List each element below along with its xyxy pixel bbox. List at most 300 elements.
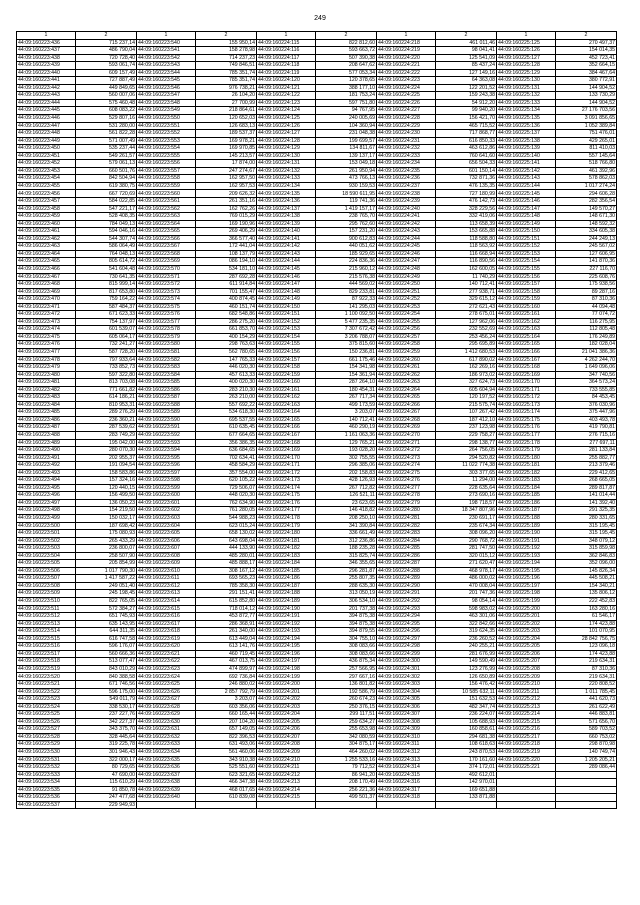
cadastral-number-cell: 44:09:160223:520 (17, 673, 76, 681)
value-cell: 21 041 386,36 (556, 348, 617, 356)
value-cell: 294 606,28 (556, 190, 617, 198)
table-row (17, 92, 617, 100)
value-cell: 304 755,10 (316, 635, 377, 643)
cadastral-number-cell: 44:09:160225:155 (497, 265, 556, 273)
cadastral-number-cell: 44:09:160224:180 (257, 530, 316, 538)
cadastral-number-cell: 44:09:160224:138 (257, 213, 316, 221)
value-cell: 267 717,34 (316, 394, 377, 402)
value-cell: 150 032,17 (76, 515, 137, 523)
value-cell: 636 684,65 (196, 447, 257, 455)
cadastral-number-cell: 44:09:160223:569 (137, 258, 196, 266)
value-cell: 2 857 792,79 (196, 688, 257, 696)
cadastral-number-cell: 44:09:160224:229 (377, 122, 436, 130)
value-cell: 295 695,89 (436, 341, 497, 349)
cadastral-number-cell: 44:09:160224:231 (377, 137, 436, 145)
value-cell: 47 690,00 (76, 771, 137, 779)
table-row (17, 303, 617, 311)
table-row (17, 681, 617, 689)
cadastral-number-cell: 44:09:160224:186 (257, 575, 316, 583)
cadastral-number-cell: 44:09:160224:253 (377, 303, 436, 311)
value-cell: 202 158,83 (316, 469, 377, 477)
value-cell: 729 506,07 (196, 484, 257, 492)
value-cell: 547 221,17 (76, 205, 137, 213)
cadastral-number-cell: 44:09:160223:440 (17, 69, 76, 77)
value-cell: 85 437,24 (436, 62, 497, 70)
table-row (17, 371, 617, 379)
table-row (17, 424, 617, 432)
value-cell: 224 836,36 (316, 258, 377, 266)
value-cell: 507 390,38 (316, 54, 377, 62)
value-cell: 596 175,00 (76, 688, 137, 696)
cadastral-number-cell: 44:09:160223:449 (17, 137, 76, 145)
cadastral-number-cell: 44:09:160224:309 (377, 726, 436, 734)
cadastral-number-cell: 44:09:160224:182 (257, 545, 316, 553)
value-cell: 169 190,96 (196, 220, 257, 228)
value-cell: 240 005,69 (316, 115, 377, 123)
value-cell: 486 790,04 (76, 47, 137, 55)
value-cell: 87 310,36 (556, 665, 617, 673)
value-cell: 616 850,33 (436, 137, 497, 145)
value-cell: 219 634,31 (556, 658, 617, 666)
value-cell: 297 667,16 (316, 673, 377, 681)
value-cell: 440 051,62 (316, 243, 377, 251)
value-cell: 3 203,07 (196, 696, 257, 704)
cadastral-number-cell: 44:09:160224:263 (377, 379, 436, 387)
value-cell: 136 050,23 (76, 499, 137, 507)
cadastral-number-cell: 44:09:160224:157 (257, 356, 316, 364)
value-cell: 260 674,23 (316, 696, 377, 704)
value-cell: 635 143,95 (76, 620, 137, 628)
value-cell: 225 608,76 (556, 273, 617, 281)
cadastral-number-cell: 44:09:160225:168 (497, 364, 556, 372)
cadastral-number-cell: 44:09:160224:271 (377, 439, 436, 447)
value-cell: 116 275,95 (556, 318, 617, 326)
cadastral-number-cell: 44:09:160224:211 (257, 764, 316, 772)
value-cell: 89 287,16 (556, 288, 617, 296)
value-cell: 236 360,21 (76, 416, 137, 424)
cadastral-number-cell: 44:09:160224:228 (377, 115, 436, 123)
value-cell: 18 590 611,95 (316, 190, 377, 198)
cadastral-number-cell (497, 794, 556, 802)
cadastral-number-cell: 44:09:160223:519 (17, 665, 76, 673)
value-cell: 733 852,73 (76, 364, 137, 372)
cadastral-number-cell: 44:09:160224:237 (377, 182, 436, 190)
cadastral-number-cell: 44:09:160225:156 (497, 273, 556, 281)
value-cell: 272 621,43 (436, 303, 497, 311)
value-cell: 332 419,06 (436, 213, 497, 221)
value-cell: 136 801,82 (316, 681, 377, 689)
value-cell: 976 738,21 (196, 84, 257, 92)
value-cell: 485 280,01 (196, 552, 257, 560)
value-cell: 126 683,13 (196, 122, 257, 130)
table-row (17, 748, 617, 756)
cadastral-number-cell: 44:09:160223:588 (137, 401, 196, 409)
cadastral-number-cell: 44:09:160223:606 (137, 537, 196, 545)
cadastral-number-cell: 44:09:160225:176 (497, 424, 556, 432)
value-cell: 1 417 587,22 (76, 575, 137, 583)
value-cell: 26 104,20 (196, 92, 257, 100)
value-cell: 187 698,42 (76, 522, 137, 530)
value-cell: 448 020,30 (196, 492, 257, 500)
table-row (17, 771, 617, 779)
value-cell: 587 484,37 (76, 303, 137, 311)
value-cell: 153 049,18 (316, 160, 377, 168)
value-cell: 108 618,63 (436, 741, 497, 749)
value-cell: 86 941,20 (316, 771, 377, 779)
value-cell: 281 676,99 (436, 650, 497, 658)
value-cell: 261 340,00 (196, 628, 257, 636)
value-cell: 817 653,80 (76, 288, 137, 296)
cadastral-number-cell: 44:09:160223:541 (137, 47, 196, 55)
table-row (17, 665, 617, 673)
table-row (17, 243, 617, 251)
value-cell: 87 922,33 (316, 296, 377, 304)
cadastral-number-cell: 44:09:160223:595 (137, 454, 196, 462)
table-row (17, 220, 617, 228)
cadastral-number-cell: 44:09:160225:205 (497, 643, 556, 651)
cadastral-number-cell: 44:09:160223:445 (17, 107, 76, 115)
cadastral-number-cell: 44:09:160223:480 (17, 371, 76, 379)
cadastral-number-cell: 44:09:160225:201 (497, 613, 556, 621)
value-cell: 17 874,00 (196, 160, 257, 168)
cadastral-number-cell: 44:09:160223:486 (17, 416, 76, 424)
value-cell: 610 839,08 (196, 794, 257, 802)
value-cell: 461 392,96 (556, 167, 617, 175)
value-cell: 249 051,40 (76, 582, 137, 590)
value-cell: 146 418,82 (316, 507, 377, 515)
cadastral-number-cell: 44:09:160225:125 (497, 39, 556, 47)
cadastral-number-cell: 44:09:160224:267 (377, 409, 436, 417)
cadastral-number-cell: 44:09:160223:586 (137, 386, 196, 394)
cadastral-number-cell: 44:09:160225:152 (497, 243, 556, 251)
value-cell: 123 276,99 (436, 665, 497, 673)
cadastral-number-cell: 44:09:160223:614 (137, 598, 196, 606)
cadastral-number-cell: 44:09:160224:275 (377, 469, 436, 477)
value-cell: 185 929,65 (316, 250, 377, 258)
value-cell: 282 356,54 (556, 198, 617, 206)
value-cell: 810 953,31 (76, 401, 137, 409)
cadastral-number-cell: 44:09:160225:202 (497, 620, 556, 628)
cadastral-number-cell: 44:09:160223:493 (17, 469, 76, 477)
value-cell: 829 233,81 (316, 288, 377, 296)
cadastral-number-cell: 44:09:160223:627 (137, 696, 196, 704)
cadastral-number-cell: 44:09:160224:259 (377, 348, 436, 356)
value-cell: 598 983,02 (436, 605, 497, 613)
cadastral-number-cell: 44:09:160223:609 (137, 560, 196, 568)
table-row (17, 673, 617, 681)
cadastral-number-cell: 44:09:160225:137 (497, 130, 556, 138)
cadastral-number-cell: 44:09:160225:157 (497, 281, 556, 289)
cadastral-number-cell: 44:09:160223:477 (17, 348, 76, 356)
cadastral-number-cell: 44:09:160223:518 (17, 658, 76, 666)
table-row (17, 341, 617, 349)
cadastral-number-cell: 44:09:160224:293 (377, 605, 436, 613)
table-row (17, 258, 617, 266)
table-row (17, 733, 617, 741)
table-row (17, 115, 617, 123)
cadastral-number-cell: 44:09:160223:475 (17, 333, 76, 341)
cadastral-number-cell: 44:09:160223:502 (17, 537, 76, 545)
value-cell: 162 600,05 (436, 265, 497, 273)
cadastral-number-cell: 44:09:160223:470 (17, 296, 76, 304)
cadastral-number-cell: 44:09:160224:287 (377, 560, 436, 568)
cadastral-number-cell: 44:09:160223:462 (17, 235, 76, 243)
cadastral-number-cell: 44:09:160224:129 (257, 145, 316, 153)
value-cell: 283 210,30 (196, 386, 257, 394)
value-cell: 610 635,45 (196, 424, 257, 432)
cadastral-number-cell: 44:09:160223:438 (17, 54, 76, 62)
cadastral-number-cell: 44:09:160224:210 (257, 756, 316, 764)
table-row (17, 122, 617, 130)
cadastral-number-cell: 44:09:160223:554 (137, 145, 196, 153)
value-cell: 617 890,02 (436, 356, 497, 364)
value-cell: 1 649 096,06 (556, 364, 617, 372)
value-cell: 529 807,16 (76, 115, 137, 123)
cadastral-number-cell: 44:09:160224:255 (377, 318, 436, 326)
value-cell: 658 130,02 (196, 530, 257, 538)
value-cell: 609 157,49 (76, 69, 137, 77)
cadastral-number-cell: 44:09:160225:179 (497, 447, 556, 455)
cadastral-number-cell: 44:09:160224:189 (257, 598, 316, 606)
value-cell: 528 408,35 (76, 213, 137, 221)
value-cell: 264 756,05 (436, 447, 497, 455)
table-row (17, 69, 617, 77)
value-cell: 79 712,52 (316, 764, 377, 772)
value-cell: 400 154,29 (196, 333, 257, 341)
value-cell: 597 751,80 (316, 99, 377, 107)
value-cell: 229 949,93 (76, 801, 137, 809)
cadastral-number-cell: 44:09:160223:500 (17, 522, 76, 530)
cadastral-number-cell: 44:09:160223:484 (17, 401, 76, 409)
cadastral-number-cell: 44:09:160225:131 (497, 84, 556, 92)
table-row (17, 598, 617, 606)
cadastral-number-cell: 44:09:160223:530 (17, 748, 76, 756)
value-cell: 843 010,29 (76, 665, 137, 673)
table-row (17, 711, 617, 719)
value-cell: 61 546,17 (556, 613, 617, 621)
table-row (17, 741, 617, 749)
cadastral-number-cell: 44:09:160224:179 (257, 522, 316, 530)
cadastral-number-cell: 44:09:160224:315 (377, 771, 436, 779)
value-cell: 291 325,35 (556, 507, 617, 515)
table-row (17, 431, 617, 439)
cadastral-number-cell: 44:09:160224:155 (257, 341, 316, 349)
cadastral-number-cell: 44:09:160223:473 (17, 318, 76, 326)
value-cell: 98 041,41 (436, 47, 497, 55)
cadastral-number-cell (497, 771, 556, 779)
value-cell: 188 235,28 (316, 545, 377, 553)
cadastral-number-cell: 44:09:160223:616 (137, 613, 196, 621)
value-cell: 205 854,99 (76, 560, 137, 568)
value-cell: 605 064,17 (76, 333, 137, 341)
value-cell: 805 614,72 (76, 258, 137, 266)
table-row (17, 160, 617, 168)
cadastral-number-cell: 44:09:160224:279 (377, 499, 436, 507)
value-cell: 466 347,38 (196, 779, 257, 787)
cadastral-number-cell: 44:09:160223:596 (137, 462, 196, 470)
value-cell: 304 875,17 (316, 741, 377, 749)
cadastral-number-cell: 44:09:160224:282 (377, 522, 436, 530)
cadastral-number-cell (137, 801, 196, 809)
value-cell: 296 385,06 (316, 462, 377, 470)
value-cell: 240 255,21 (436, 643, 497, 651)
cadastral-number-cell: 44:09:160225:180 (497, 454, 556, 462)
value-cell: 141 295,03 (316, 303, 377, 311)
value-cell: 280 331,65 (556, 515, 617, 523)
cadastral-number-cell: 44:09:160225:213 (497, 703, 556, 711)
value-cell: 822 812,60 (316, 39, 377, 47)
cadastral-number-cell: 44:09:160223:570 (137, 265, 196, 273)
cadastral-number-cell: 44:09:160223:510 (17, 598, 76, 606)
cadastral-number-cell: 44:09:160224:151 (257, 311, 316, 319)
value-cell: 80 729,65 (76, 764, 137, 772)
cadastral-number-cell: 44:09:160225:211 (497, 688, 556, 696)
cadastral-number-cell: 44:09:160224:203 (257, 703, 316, 711)
table-row (17, 567, 617, 575)
cadastral-number-cell: 44:09:160223:540 (137, 39, 196, 47)
cadastral-number-cell: 44:09:160223:549 (137, 107, 196, 115)
cadastral-number-cell: 44:09:160223:567 (137, 243, 196, 251)
data-table (16, 31, 617, 809)
cadastral-number-cell: 44:09:160223:615 (137, 605, 196, 613)
value-cell: 116 890,56 (436, 258, 497, 266)
value-cell: 400 020,30 (196, 379, 257, 387)
value-cell: 186 973,02 (436, 371, 497, 379)
cadastral-number-cell: 44:09:160225:197 (497, 582, 556, 590)
value-cell: 144 904,52 (556, 84, 617, 92)
value-cell: 603 356,06 (196, 703, 257, 711)
value-cell: 64 363,08 (436, 77, 497, 85)
value-cell: 299 117,51 (316, 711, 377, 719)
value-cell: 246 880,02 (196, 681, 257, 689)
cadastral-number-cell: 44:09:160224:194 (257, 635, 316, 643)
cadastral-number-cell: 44:09:160223:592 (137, 431, 196, 439)
value-cell: 754 137,97 (76, 318, 137, 326)
value-cell: 771 661,82 (76, 386, 137, 394)
cadastral-number-cell: 44:09:160223:490 (17, 447, 76, 455)
cadastral-number-cell: 44:09:160224:317 (377, 786, 436, 794)
cadastral-number-cell: 44:09:160224:260 (377, 356, 436, 364)
cadastral-number-cell: 44:09:160223:579 (137, 333, 196, 341)
cadastral-number-cell: 44:09:160223:591 (137, 424, 196, 432)
table-row (17, 152, 617, 160)
value-cell: 614 186,21 (76, 394, 137, 402)
table-row (17, 318, 617, 326)
table-row (17, 288, 617, 296)
cadastral-number-cell: 44:09:160224:256 (377, 326, 436, 334)
cadastral-number-cell: 44:09:160224:248 (377, 265, 436, 273)
cadastral-number-cell: 44:09:160224:123 (257, 99, 316, 107)
cadastral-number-cell: 44:09:160224:291 (377, 590, 436, 598)
value-cell: 327 624,73 (436, 379, 497, 387)
cadastral-number-cell: 44:09:160224:266 (377, 401, 436, 409)
cadastral-number-cell: 44:09:160223:491 (17, 454, 76, 462)
cadastral-number-cell: 44:09:160223:583 (137, 364, 196, 372)
cadastral-number-cell: 44:09:160224:206 (257, 726, 316, 734)
value-cell: 237 227,76 (76, 711, 137, 719)
cadastral-number-cell: 44:09:160225:143 (497, 175, 556, 183)
cadastral-number-cell: 44:09:160225:184 (497, 484, 556, 492)
value-cell: 219 634,31 (556, 673, 617, 681)
cadastral-number-cell: 44:09:160225:154 (497, 258, 556, 266)
table-row (17, 794, 617, 802)
cadastral-number-cell: 44:09:160224:292 (377, 598, 436, 606)
value-cell: 840 388,58 (76, 673, 137, 681)
value-cell: 531 280,00 (76, 122, 137, 130)
cadastral-number-cell: 44:09:160224:204 (257, 711, 316, 719)
header-row (17, 32, 617, 40)
cadastral-number-cell: 44:09:160223:603 (137, 515, 196, 523)
value-cell: 209 626,32 (196, 190, 257, 198)
cadastral-number-cell: 44:09:160223:635 (137, 756, 196, 764)
value-cell: 701 155,47 (196, 288, 257, 296)
cadastral-number-cell: 44:09:160223:572 (137, 281, 196, 289)
cadastral-number-cell: 44:09:160224:254 (377, 311, 436, 319)
cadastral-number-cell: 44:09:160224:178 (257, 515, 316, 523)
cadastral-number-cell: 44:09:160223:576 (137, 311, 196, 319)
value-cell: 557 692,22 (196, 401, 257, 409)
cadastral-number-cell: 44:09:160223:629 (137, 711, 196, 719)
cadastral-number-cell: 44:09:160225:207 (497, 658, 556, 666)
value-cell: 118 563,92 (436, 243, 497, 251)
cadastral-number-cell: 44:09:160224:308 (377, 718, 436, 726)
value-cell: 253 456,24 (436, 333, 497, 341)
value-cell: 357 554,00 (196, 469, 257, 477)
cadastral-number-cell: 44:09:160224:249 (377, 273, 436, 281)
value-cell: 457 613,33 (196, 371, 257, 379)
value-cell: 139 137,17 (316, 152, 377, 160)
cadastral-number-cell: 44:09:160224:116 (257, 47, 316, 55)
table-row (17, 84, 617, 92)
value-cell: 499 173,59 (316, 401, 377, 409)
value-cell: 273 690,16 (436, 492, 497, 500)
value-cell: 1 205 205,21 (556, 756, 617, 764)
value-cell: 319 624,35 (436, 628, 497, 636)
cadastral-number-cell: 44:09:160223:602 (137, 507, 196, 515)
cadastral-number-cell: 44:09:160225:189 (497, 522, 556, 530)
cadastral-number-cell: 44:09:160225:209 (497, 673, 556, 681)
cadastral-number-cell: 44:09:160224:168 (257, 439, 316, 447)
value-cell: 306 534,10 (316, 598, 377, 606)
cadastral-number-cell: 44:09:160224:134 (257, 182, 316, 190)
value-cell: 153 665,88 (436, 228, 497, 236)
table-row (17, 379, 617, 387)
value-cell: 446 020,30 (196, 364, 257, 372)
value-cell: 134 811,67 (316, 145, 377, 153)
table-row (17, 756, 617, 764)
value-cell: 140 749,74 (556, 748, 617, 756)
cadastral-number-cell: 44:09:160225:188 (497, 515, 556, 523)
value-cell: 189 537,37 (196, 130, 257, 138)
cadastral-number-cell: 44:09:160223:468 (17, 281, 76, 289)
cadastral-number-cell: 44:09:160225:177 (497, 431, 556, 439)
cadastral-number-cell: 44:09:160224:288 (377, 567, 436, 575)
value-cell: 228 635,64 (436, 484, 497, 492)
cadastral-number-cell: 44:09:160224:172 (257, 469, 316, 477)
cadastral-number-cell: 44:09:160223:531 (17, 756, 76, 764)
table-row (17, 801, 617, 809)
cadastral-number-cell: 44:09:160223:574 (137, 296, 196, 304)
value-cell: 761 280,05 (196, 507, 257, 515)
value-cell: 236 224,07 (436, 711, 497, 719)
value-cell: 18 347 807,96 (436, 507, 497, 515)
table-row (17, 47, 617, 55)
value-cell: 1 017 274,24 (556, 182, 617, 190)
cadastral-number-cell: 44:09:160224:268 (377, 416, 436, 424)
value-cell: 237 123,98 (436, 424, 497, 432)
value-cell: 513 077,47 (76, 658, 137, 666)
cadastral-number-cell: 44:09:160225:210 (497, 681, 556, 689)
